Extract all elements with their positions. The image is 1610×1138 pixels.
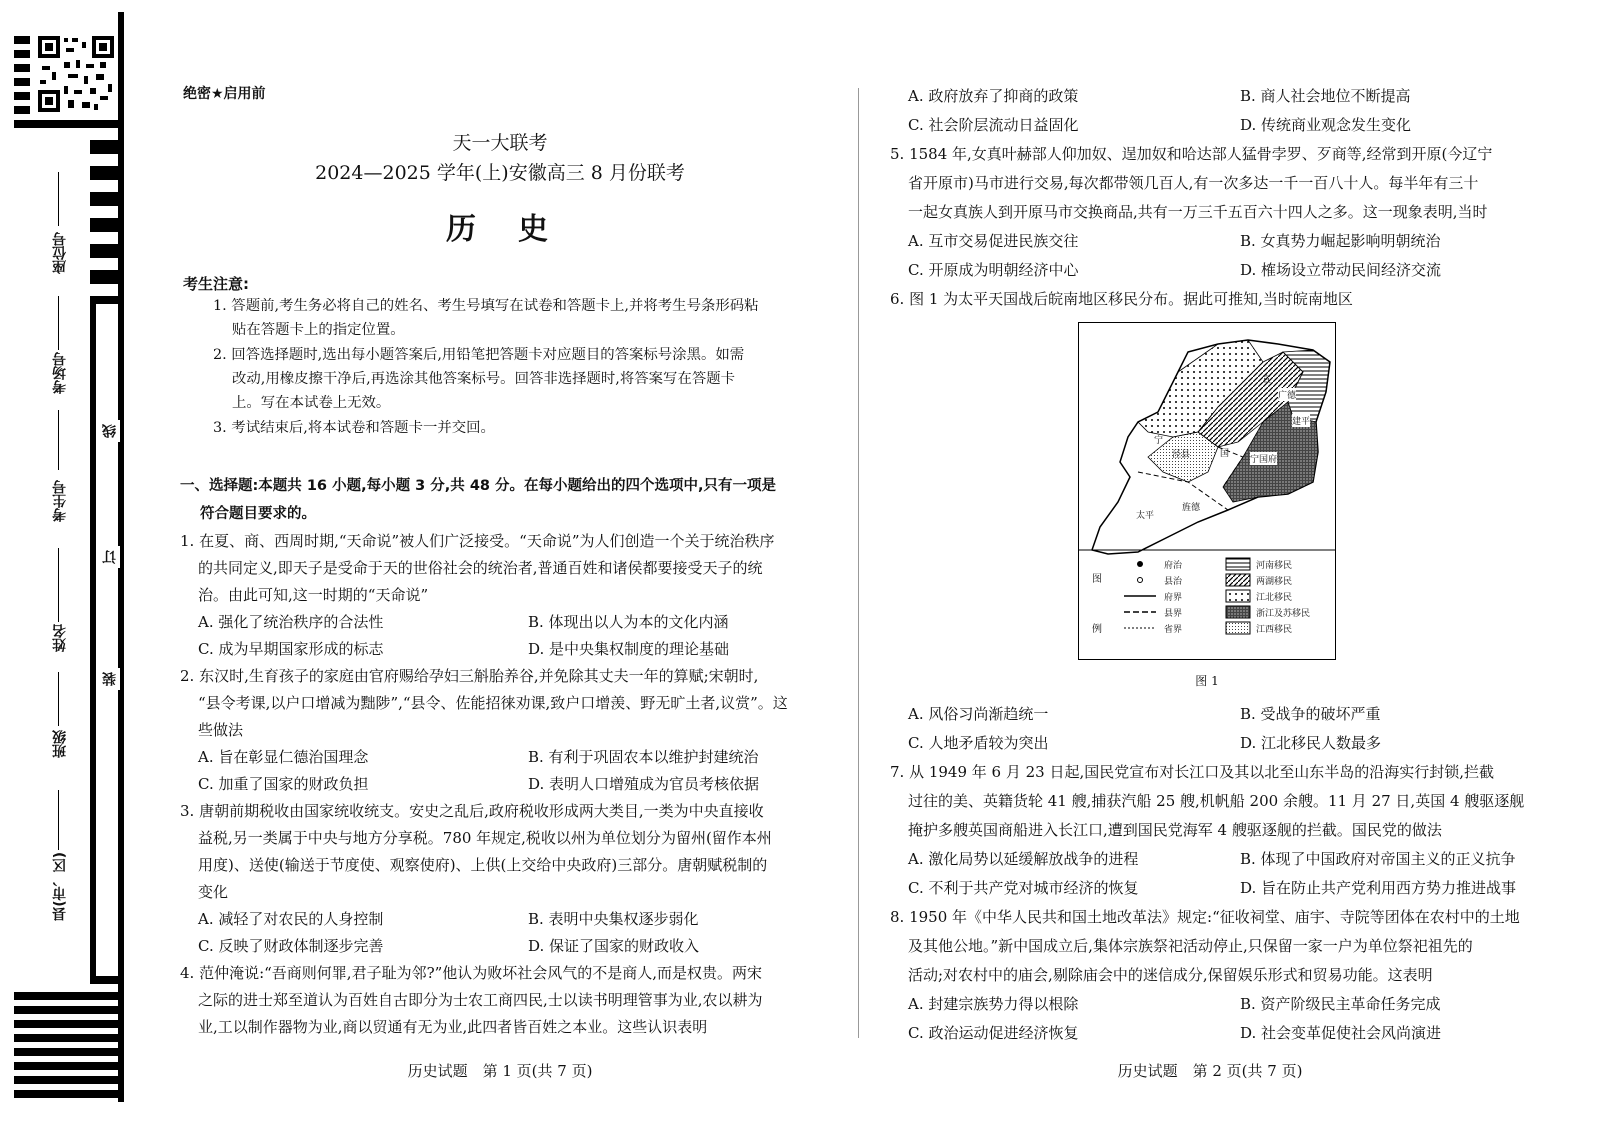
question-text: 及其他公地。”新中国成立后,集体宗族祭祀活动停止,只保留一家一户为单位祭祀祖先的 xyxy=(908,937,1473,955)
map-label: 宁 xyxy=(1154,436,1164,446)
footer-right: 历史试题 第 2 页(共 7 页) xyxy=(1117,1062,1303,1080)
question-text: 省开原市)马市进行交易,每次都带领几百人,有一次多达一千一百八十人。每半年有三十 xyxy=(908,174,1479,192)
option-a: A. 旨在彰显仁德治国理念 xyxy=(198,748,369,766)
option-c: C. 不利于共产党对城市经济的恢复 xyxy=(908,879,1139,897)
option-d: D. 旨在防止共产党利用西方势力推进战事 xyxy=(1240,879,1517,897)
subject-title: 历 史 xyxy=(446,212,554,247)
option-d: D. 是中央集权制度的理论基础 xyxy=(528,640,730,658)
map-label: 广德 xyxy=(1278,388,1296,401)
question-text: 3. 唐朝前期税收由国家统收统支。安史之乱后,政府税收形成两大类目,一类为中央直接收 xyxy=(180,802,764,820)
section-heading-cont: 符合题目要求的。 xyxy=(200,506,316,522)
notice-title: 考生注意: xyxy=(183,275,249,293)
question-text: 7. 从 1949 年 6 月 23 日起,国民党宣布对长江口及其以北至山东半岛的沿海实行封锁,拦截 xyxy=(890,763,1495,781)
exam-title: 2024—2025 学年(上)安徽高三 8 月份联考 xyxy=(315,162,685,184)
notice-item-2: 2. 回答选择题时,选出每小题答案后,用铅笔把答题卡对应题目的答案标号涂黑。如需 xyxy=(213,347,745,363)
legend-label: 府界 xyxy=(1164,593,1183,603)
legend-label: 省界 xyxy=(1164,625,1183,635)
candidate-number-label: 考生号 xyxy=(52,480,68,522)
option-d: D. 表明人口增殖成为官员考核依据 xyxy=(528,775,760,793)
county-label: 县(市、区) xyxy=(52,852,68,921)
map-label: 太平 xyxy=(1136,511,1155,521)
qr-code-icon xyxy=(38,36,114,112)
legend-label: 县界 xyxy=(1164,609,1183,619)
legend-label: 府治 xyxy=(1164,561,1183,571)
option-a: A. 互市交易促进民族交往 xyxy=(908,232,1079,250)
cut-mark-order: 订 xyxy=(100,546,120,568)
question-text: 掩护多艘英国商船进入长江口,遭到国民党海军 4 艘驱逐舰的拦截。国民党的做法 xyxy=(908,821,1442,839)
question-text: 治。由此可知,这一时期的“天命说” xyxy=(198,586,429,604)
option-b: B. 受战争的破坏严重 xyxy=(1240,705,1381,723)
name-label: 姓名 xyxy=(52,624,68,652)
question-text: 之际的进士郑至道认为百姓自古即分为士农工商四民,士以读书明理管事为业,农以耕为 xyxy=(198,991,763,1009)
footer-left: 历史试题 第 1 页(共 7 页) xyxy=(407,1062,593,1080)
cut-mark-bind: 装 xyxy=(100,668,120,690)
question-text: 过往的美、英籍货轮 41 艘,捕获汽船 25 艘,机帆船 200 余艘。11 月 27 日,英国 4 艘驱逐舰 xyxy=(908,792,1525,810)
legend-side-label: 图 xyxy=(1092,574,1102,585)
figure-caption: 图 1 xyxy=(1195,674,1219,688)
option-c: C. 人地矛盾较为突出 xyxy=(908,734,1049,752)
map-label: 泾县 xyxy=(1172,450,1191,460)
option-d: D. 保证了国家的财政收入 xyxy=(528,937,700,955)
option-b: B. 有利于巩固农本以维护封建统治 xyxy=(528,748,759,766)
legend-label: 县治 xyxy=(1164,577,1183,587)
section-heading: 一、选择题:本题共 16 小题,每小题 3 分,共 48 分。在每小题给出的四个选项中,只有一项是 xyxy=(180,478,777,494)
option-c: C. 开原成为明朝经济中心 xyxy=(908,261,1079,279)
option-d: D. 社会变革促使社会风尚演进 xyxy=(1240,1024,1442,1042)
question-text: 一起女真族人到开原马市交换商品,共有一万三千五百六十四人之多。这一现象表明,当时 xyxy=(908,203,1488,221)
option-c: C. 政治运动促进经济恢复 xyxy=(908,1024,1079,1042)
option-b: B. 体现了中国政府对帝国主义的正义抗争 xyxy=(1240,850,1516,868)
map-label: 宣 xyxy=(1262,375,1272,385)
question-text: 益税,另一类属于中央与地方分享税。780 年规定,税收以州为单位划分为留州(留作本州 xyxy=(198,829,772,847)
option-b: B. 体现出以人为本的文化内涵 xyxy=(528,613,729,631)
option-d: D. 榷场设立带动民间经济交流 xyxy=(1240,261,1442,279)
org-title: 天一大联考 xyxy=(452,132,548,154)
map-label: 国 xyxy=(1220,449,1230,459)
legend-label: 浙江及苏移民 xyxy=(1256,609,1311,619)
option-a: A. 政府放弃了抑商的政策 xyxy=(908,87,1079,105)
option-c: C. 社会阶层流动日益固化 xyxy=(908,116,1079,134)
class-label: 班级 xyxy=(52,730,68,758)
map-label: 建平 xyxy=(1292,414,1310,427)
legend-label: 江北移民 xyxy=(1256,593,1293,603)
secret-label: 绝密★启用前 xyxy=(183,86,266,102)
legend-label: 江西移民 xyxy=(1256,625,1293,635)
legend-label: 河南移民 xyxy=(1256,561,1293,571)
cut-mark-line: 线 xyxy=(100,420,120,442)
option-b: B. 商人社会地位不断提高 xyxy=(1240,87,1411,105)
option-c: C. 成为早期国家形成的标志 xyxy=(198,640,384,658)
legend-side-label: 例 xyxy=(1092,624,1102,635)
question-text: 业,工以制作器物为业,商以贸通有无为业,此四者皆百姓之本业。这些认识表明 xyxy=(198,1018,708,1036)
question-text: 活动;对农村中的庙会,剔除庙会中的迷信成分,保留娱乐形式和贸易功能。这表明 xyxy=(908,966,1433,984)
exam-room-label: 考场号 xyxy=(52,352,68,394)
seat-number-label: 座位号 xyxy=(52,232,68,274)
option-d: D. 传统商业观念发生变化 xyxy=(1240,116,1412,134)
question-text: 用度)、送使(输送于节度使、观察使府)、上供(上交给中央政府)三部分。唐朝赋税制的 xyxy=(198,856,768,874)
notice-item-1-cont: 贴在答题卡上的指定位置。 xyxy=(232,322,405,338)
question-text: 2. 东汉时,生育孩子的家庭由官府赐给孕妇三斛胎养谷,并免除其丈夫一年的算赋;宋朝时, xyxy=(180,667,759,685)
notice-item-1: 1. 答题前,考生务必将自己的姓名、考生号填写在试卷和答题卡上,并将考生号条形码粘 xyxy=(213,298,759,314)
notice-item-2-cont: 改动,用橡皮擦干净后,再选涂其他答案标号。回答非选择题时,将答案写在答题卡 xyxy=(232,371,736,387)
option-b: B. 表明中央集权逐步弱化 xyxy=(528,910,699,928)
option-b: B. 资产阶级民主革命任务完成 xyxy=(1240,995,1441,1013)
column-divider xyxy=(858,88,859,1038)
question-text: 的共同定义,即天子是受命于天的世俗社会的统治者,普通百姓和诸侯都要接受天子的统 xyxy=(198,559,763,577)
map-label: 旌德 xyxy=(1182,500,1200,513)
option-c: C. 加重了国家的财政负担 xyxy=(198,775,369,793)
legend-label: 两湖移民 xyxy=(1256,577,1293,587)
option-a: A. 风俗习尚渐趋统一 xyxy=(908,705,1049,723)
question-text: 5. 1584 年,女真叶赫部人仰加奴、逞加奴和哈达部人猛骨孛罗、歹商等,经常到开原(今辽宁 xyxy=(890,145,1493,163)
option-d: D. 江北移民人数最多 xyxy=(1240,734,1382,752)
question-text: “县令考课,以户口增减为黜陟”,“县令、佐能招徕劝课,致户口增羡、野无旷土者,议赏”。这 xyxy=(198,694,788,712)
question-text: 4. 范仲淹说:“吾商则何罪,君子耻为邻?”他认为败坏社会风气的不是商人,而是权贵。两宋 xyxy=(180,964,763,982)
option-c: C. 反映了财政体制逐步完善 xyxy=(198,937,384,955)
question-text: 8. 1950 年《中华人民共和国土地改革法》规定:“征收祠堂、庙宇、寺院等团体在农村中的土地 xyxy=(890,908,1520,926)
option-a: A. 激化局势以延缓解放战争的进程 xyxy=(908,850,1139,868)
notice-item-2-cont2: 上。写在本试卷上无效。 xyxy=(232,395,391,411)
question-text: 1. 在夏、商、西周时期,“天命说”被人们广泛接受。“天命说”为人们创造一个关于统治秩序 xyxy=(180,532,775,550)
question-text: 变化 xyxy=(198,883,229,901)
option-b: B. 女真势力崛起影响明朝统治 xyxy=(1240,232,1441,250)
option-a: A. 强化了统治秩序的合法性 xyxy=(198,613,384,631)
option-a: A. 减轻了对农民的人身控制 xyxy=(198,910,384,928)
option-a: A. 封建宗族势力得以根除 xyxy=(908,995,1079,1013)
question-text: 6. 图 1 为太平天国战后皖南地区移民分布。据此可推知,当时皖南地区 xyxy=(890,290,1353,308)
question-text: 些做法 xyxy=(198,721,244,739)
map-label: 宁国府 xyxy=(1250,452,1277,465)
notice-item-3: 3. 考试结束后,将本试卷和答题卡一并交回。 xyxy=(213,420,495,436)
